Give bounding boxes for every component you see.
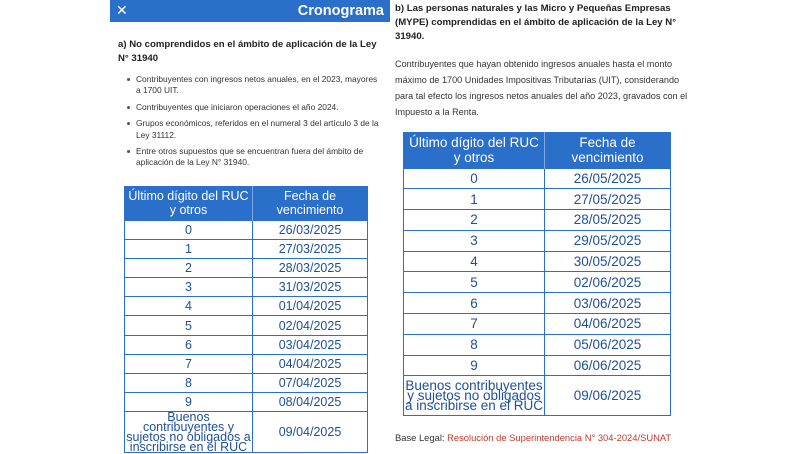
digit-cell: 5 xyxy=(125,316,253,335)
digit-cell: 5 xyxy=(404,272,545,293)
date-cell: 09/06/2025 xyxy=(545,376,671,416)
date-cell: 28/05/2025 xyxy=(545,210,671,231)
date-cell: 05/06/2025 xyxy=(545,334,671,355)
table-row xyxy=(404,210,671,231)
digit-cell: 7 xyxy=(125,354,253,373)
date-cell: 01/04/2025 xyxy=(253,297,368,316)
table-row xyxy=(125,278,368,297)
base-legal xyxy=(395,432,715,443)
digit-cell: 2 xyxy=(404,210,545,231)
close-icon[interactable]: ✕ xyxy=(116,3,128,19)
digit-cell: 3 xyxy=(125,278,253,297)
left-panel xyxy=(110,0,390,454)
section-b-heading: b) Las personas naturales y las Micro y Pequeñas Empresas (MYPE) comprendidas en el ámbito de aplicación de la Ley N° 31940. xyxy=(395,3,677,42)
window-title: Cronograma xyxy=(297,3,384,19)
date-cell: 09/04/2025 xyxy=(253,412,368,453)
table-row xyxy=(404,189,671,210)
table-row xyxy=(125,316,368,335)
table-row xyxy=(404,272,671,293)
section-b-description: Contribuyentes que hayan obtenido ingresos anuales hasta el monto máximo de 1700 Unidades Impositivas Tributarias (UIT), considerando para tal efecto los ingresos netos anuales del año 2023, gravados con el Impuesto a la Renta. xyxy=(395,59,688,117)
table-row xyxy=(404,355,671,376)
digit-cell: 9 xyxy=(404,355,545,376)
column-header-digit: Último dígito del RUC y otros xyxy=(125,186,253,220)
date-cell: 27/03/2025 xyxy=(253,239,368,258)
date-cell: 06/06/2025 xyxy=(545,355,671,376)
title-bar xyxy=(110,0,390,22)
list-item: Grupos económicos, referidos en el numeral 3 del artículo 3 de la Ley 31112. xyxy=(126,118,381,141)
digit-cell: 2 xyxy=(125,258,253,277)
column-header-date: Fecha de vencimiento xyxy=(253,186,368,220)
good-taxpayers-cell: Buenos contribuyentes y sujetos no obligados a inscribirse en el RUC xyxy=(126,410,251,454)
table-row xyxy=(404,334,671,355)
date-cell: 03/06/2025 xyxy=(545,293,671,314)
table-header-row xyxy=(125,186,368,220)
schedule-table-a xyxy=(124,186,368,453)
table-row xyxy=(404,251,671,272)
date-cell: 04/04/2025 xyxy=(253,354,368,373)
digit-cell: 7 xyxy=(404,314,545,335)
digit-cell: 3 xyxy=(404,230,545,251)
digit-cell: 4 xyxy=(125,297,253,316)
table-row xyxy=(404,168,671,189)
date-cell: 26/05/2025 xyxy=(545,168,671,189)
digit-cell: 0 xyxy=(125,220,253,239)
digit-cell: 4 xyxy=(404,251,545,272)
digit-cell: 6 xyxy=(404,293,545,314)
date-cell: 27/05/2025 xyxy=(545,189,671,210)
table-row xyxy=(125,374,368,393)
column-header-digit: Último dígito del RUC y otros xyxy=(404,132,545,168)
date-cell: 04/06/2025 xyxy=(545,314,671,335)
date-cell: 08/04/2025 xyxy=(253,393,368,412)
table-row xyxy=(404,314,671,335)
date-cell: 31/03/2025 xyxy=(253,278,368,297)
table-row xyxy=(125,220,368,239)
digit-cell: 9 xyxy=(125,393,253,412)
table-row xyxy=(125,393,368,412)
table-row xyxy=(125,335,368,354)
exclusion-list xyxy=(126,74,381,174)
table-row xyxy=(125,258,368,277)
date-cell: 02/04/2025 xyxy=(253,316,368,335)
date-cell: 03/04/2025 xyxy=(253,335,368,354)
date-cell: 30/05/2025 xyxy=(545,251,671,272)
digit-cell: 1 xyxy=(125,239,253,258)
digit-cell: 0 xyxy=(404,168,545,189)
base-legal-link[interactable]: Resolución de Superintendencia N° 304-2024/SUNAT xyxy=(447,432,672,443)
section-a-heading: a) No comprendidos en el ámbito de aplicación de la Ley N° 31940 xyxy=(118,39,377,64)
date-cell: 07/04/2025 xyxy=(253,374,368,393)
right-panel xyxy=(395,0,695,450)
date-cell: 26/03/2025 xyxy=(253,220,368,239)
column-header-date: Fecha de vencimiento xyxy=(545,132,671,168)
schedule-table-b xyxy=(403,132,671,416)
date-cell: 28/03/2025 xyxy=(253,258,368,277)
table-row xyxy=(125,239,368,258)
list-item: Entre otros supuestos que se encuentran fuera del ámbito de aplicación de la Ley N° 31940. xyxy=(126,146,381,169)
digit-cell: 8 xyxy=(404,334,545,355)
table-row-good-taxpayers xyxy=(125,412,368,453)
table-row xyxy=(125,297,368,316)
table-row xyxy=(404,293,671,314)
digit-cell: 6 xyxy=(125,335,253,354)
list-item: Contribuyentes con ingresos netos anuales, en el 2023, mayores a 1700 UIT. xyxy=(126,74,381,97)
table-row xyxy=(404,230,671,251)
date-cell: 02/06/2025 xyxy=(545,272,671,293)
list-item: Contribuyentes que iniciaron operaciones el año 2024. xyxy=(126,102,381,113)
date-cell: 29/05/2025 xyxy=(545,230,671,251)
good-taxpayers-cell: Buenos contribuyentes y sujetos no obligados a inscribirse en el RUC xyxy=(404,376,545,416)
table-row-good-taxpayers xyxy=(404,376,671,416)
digit-cell: 1 xyxy=(404,189,545,210)
digit-cell: 8 xyxy=(125,374,253,393)
table-header-row xyxy=(404,132,671,168)
table-row xyxy=(125,354,368,373)
base-legal-label: Base Legal: xyxy=(395,432,448,443)
